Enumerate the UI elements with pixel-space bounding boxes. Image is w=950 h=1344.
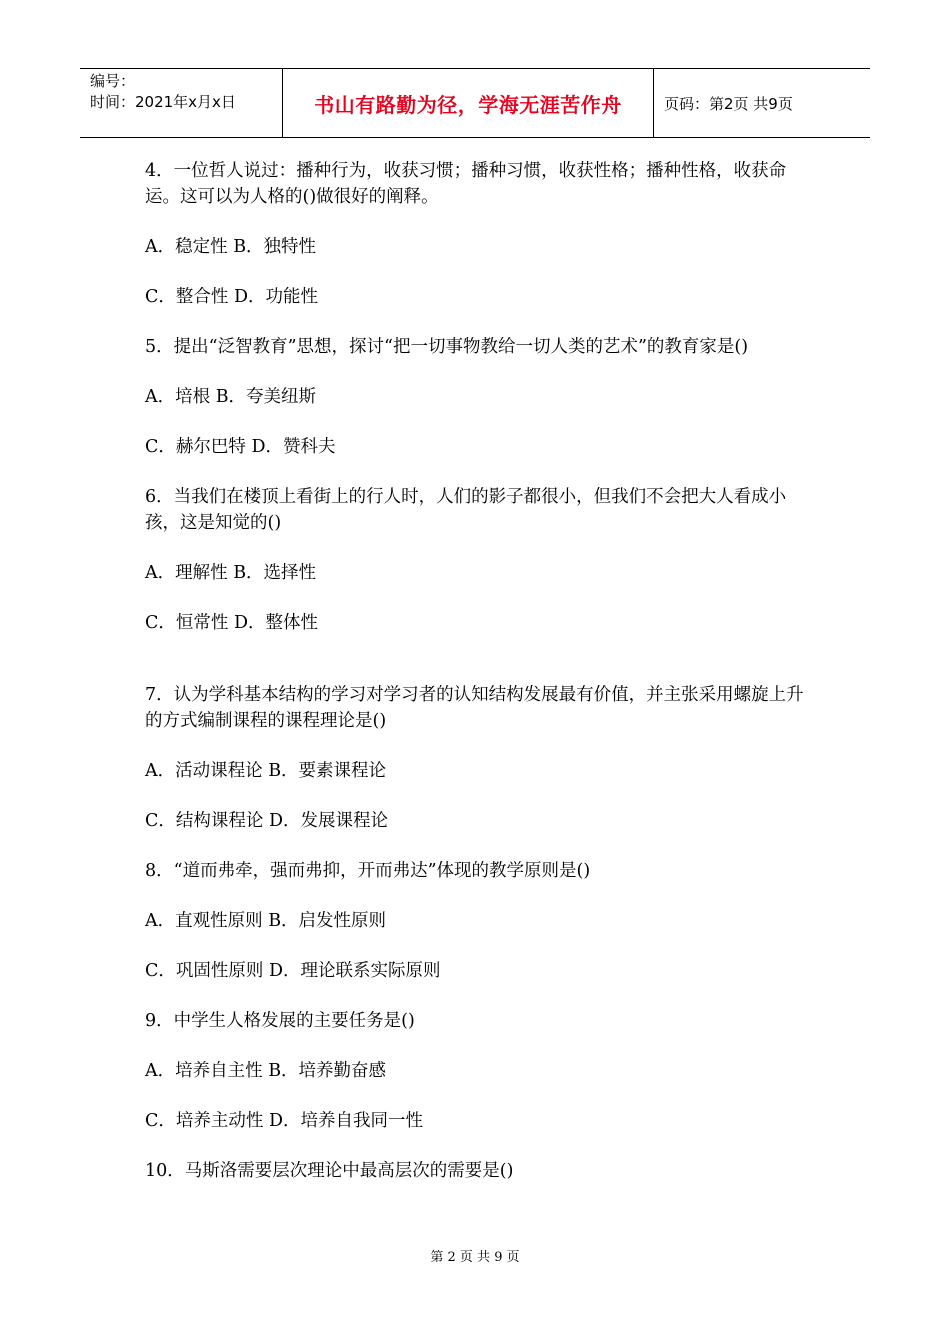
- question-8-options-cd: C．巩固性原则 D．理论联系实际原则: [145, 961, 441, 981]
- question-5-options-cd: C．赫尔巴特 D．赞科夫: [145, 437, 336, 457]
- page-footer: 第 2 页 共 9 页: [430, 1250, 520, 1265]
- question-4-options-cd: C．整合性 D．功能性: [145, 287, 318, 307]
- serial-label: 编号：: [90, 72, 136, 90]
- question-6-options-ab: A．理解性 B．选择性: [145, 563, 317, 583]
- header-page-label: 页码：第2页 共9页: [664, 94, 793, 113]
- header-meta: [80, 69, 282, 137]
- question-9-options-cd: C．培养主动性 D．培养自我同一性: [145, 1111, 423, 1131]
- time-label: 时间：2021年x月x日: [90, 93, 236, 111]
- question-8-stem: 8．“道而弗牵，强而弗抑，开而弗达”体现的教学原则是(): [145, 861, 591, 881]
- page-header: [80, 68, 870, 138]
- question-9-stem: 9．中学生人格发展的主要任务是(): [145, 1011, 415, 1031]
- question-5-options-ab: A．培根 B．夸美纽斯: [145, 387, 317, 407]
- question-6-options-cd: C．恒常性 D．整体性: [145, 613, 318, 633]
- header-motto: 书山有路勤为径，学海无涯苦作舟: [282, 69, 654, 137]
- question-5-stem: 5．提出“泛智教育”思想，探讨“把一切事物教给一切人类的艺术”的教育家是(): [145, 337, 749, 357]
- question-list: [145, 158, 815, 1184]
- question-6-stem: 6．当我们在楼顶上看街上的行人时，人们的影子都很小，但我们不会把大人看成小孩，这是知觉的(): [145, 487, 787, 533]
- question-9-options-ab: A．培养自主性 B．培养勤奋感: [145, 1061, 387, 1081]
- question-4-options-ab: A．稳定性 B．独特性: [145, 237, 317, 257]
- question-7-stem: 7．认为学科基本结构的学习对学习者的认知结构发展最有价值，并主张采用螺旋上升的方式编制课程的课程理论是(): [145, 685, 804, 731]
- question-8-options-ab: A．直观性原则 B．启发性原则: [145, 911, 387, 931]
- question-7-options-ab: A．活动课程论 B．要素课程论: [145, 761, 387, 781]
- question-7-options-cd: C．结构课程论 D．发展课程论: [145, 811, 388, 831]
- question-4-stem: 4．一位哲人说过：播种行为，收获习惯；播种习惯，收获性格；播种性格，收获命运。这可以为人格的()做很好的阐释。: [145, 161, 787, 207]
- question-10-stem: 10．马斯洛需要层次理论中最高层次的需要是(): [145, 1161, 514, 1181]
